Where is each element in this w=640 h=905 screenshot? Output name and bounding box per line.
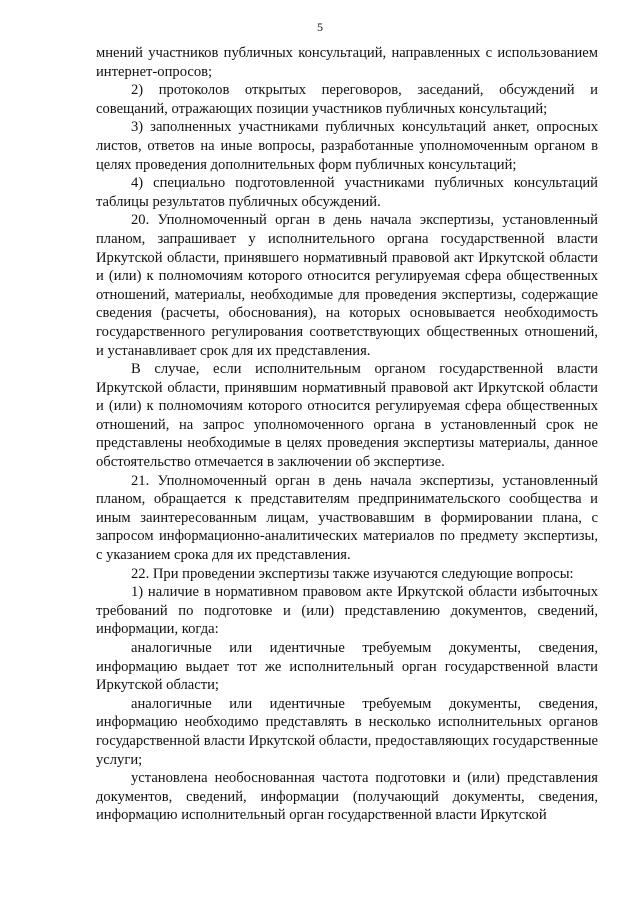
paragraph: аналогичные или идентичные требуемым документы, сведения, информацию необходимо представлять в несколько исполнительных органов государственной власти Иркутской области, предоставляющих государственные услуги; — [96, 695, 598, 768]
paragraph: В случае, если исполнительным органом государственной власти Иркутской области, принявшим нормативный правовой акт Иркутской области и (или) к полномочиям которого относится регулируемая сфера общественных отношений, на запрос уполномоченного органа в установленный срок не представлены необходимые в целях проведения экспертизы материалы, данное обстоятельство отмечается в заключении об экспертизе. — [96, 361, 598, 471]
page-number: 5 — [317, 20, 323, 34]
paragraph: установлена необоснованная частота подготовки и (или) представления документов, сведений, информации (получающий документы, сведения, информацию исполнительный орган государственной власти Иркутской — [96, 770, 598, 824]
paragraph: 21. Уполномоченный орган в день начала экспертизы, установленный планом, обращается к представителям предпринимательского сообщества и иным заинтересованным лицам, участвовавшим в формировании плана, с запросом информационно-аналитических материалов по предмету экспертизы, с указанием срока для их представления. — [96, 472, 598, 564]
paragraph: 3) заполненных участниками публичных консультаций анкет, опросных листов, ответов на иные вопросы, разработанные уполномоченным органом в целях проведения дополнительных форм публичных консультаций; — [96, 119, 598, 173]
paragraph: аналогичные или идентичные требуемым документы, сведения, информацию выдает тот же исполнительный орган государственной власти Иркутской области; — [96, 640, 598, 694]
paragraph: 2) протоколов открытых переговоров, заседаний, обсуждений и совещаний, отражающих позиции участников публичных консультаций; — [96, 82, 598, 117]
paragraph: 20. Уполномоченный орган в день начала экспертизы, установленный планом, запрашивает у исполнительного органа государственной власти Иркутской области, принявшего нормативный правовой акт Иркутской области и (или) к полномочиям которого относится регулируемая сфера общественных отношений, материалы, необходимые для проведения экспертизы, содержащие сведения (расчеты, обоснования), на которых основывается необходимость государственного регулирования соответствующих общественных отношений, и устанавливает срок для их представления. — [96, 212, 598, 359]
paragraph: 22. При проведении экспертизы также изучаются следующие вопросы: — [131, 565, 574, 582]
document-body — [96, 44, 598, 825]
paragraph: мнений участников публичных консультаций, направленных с использованием интернет-опросов; — [96, 45, 598, 80]
paragraph: 1) наличие в нормативном правовом акте Иркутской области избыточных требований по подготовке и (или) представлению документов, сведений, информации, когда: — [96, 584, 598, 638]
paragraph: 4) специально подготовленной участниками публичных консультаций таблицы результатов публичных обсуждений. — [96, 175, 598, 210]
